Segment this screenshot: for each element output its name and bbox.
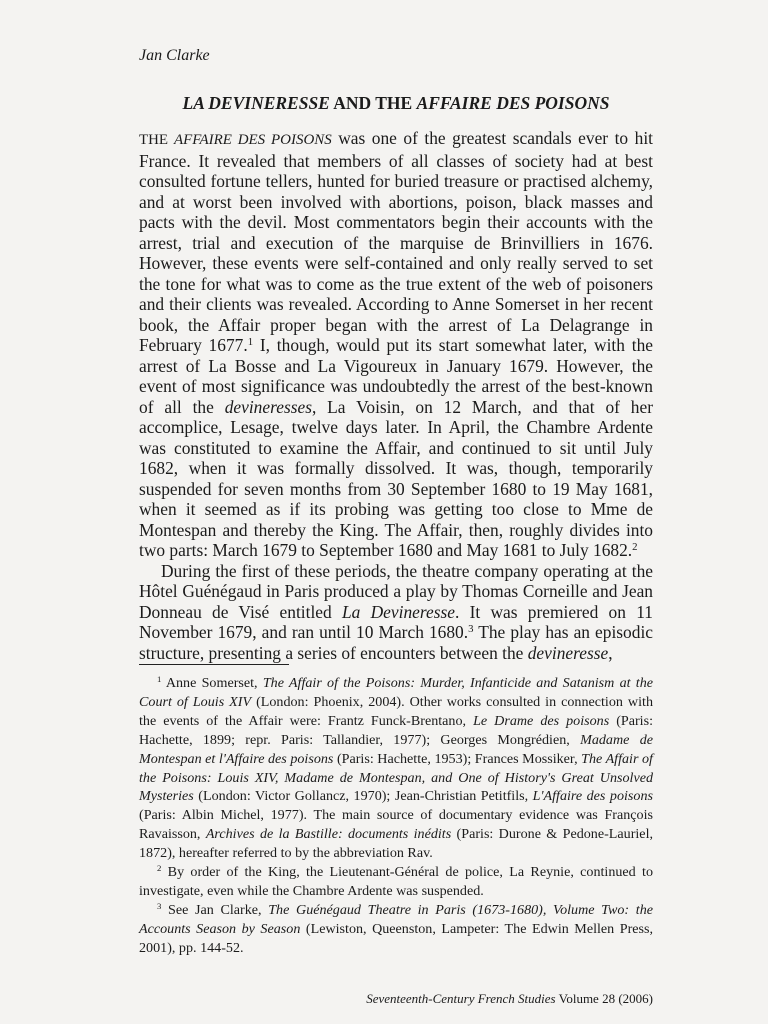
footnote-1-title-petitfils: L'Affaire des poisons: [532, 788, 653, 805]
footnote-1-title-funck: Le Drame des poisons: [473, 712, 610, 729]
footnote-1-text: (Paris: Albin Michel, 1977). The main source of documentary evidence was François Ravaisson,: [139, 807, 653, 843]
paragraph-2-play-title: La Devineresse: [341, 601, 455, 622]
paragraph-1-text-b: I, though, would put its start somewhat later, with the arrest of La Bosse and La Vigoureux in January 1679. However, the event of most significance was undoubtedly the arrest of the best-known of all the: [139, 335, 653, 417]
footnote-2-number: 2: [157, 863, 162, 874]
footnote-1-text: (Paris: Hachette, 1953); Frances Mossiker,: [333, 750, 582, 767]
paragraph-1-devineresses: devineresses: [224, 396, 312, 417]
footnote-1: [139, 674, 653, 863]
footnote-1-text: (London: Phoenix, 2004). Other works consulted in connection with the events of the Affair were: Frantz Funck-Brentano,: [139, 693, 653, 729]
footnote-3-title-clarke: The Guénégaud Theatre in Paris (1673-1680), Volume Two: the Accounts Season by Season: [139, 901, 653, 937]
footnote-2: [139, 863, 653, 901]
title-connector: AND THE: [329, 93, 417, 113]
article-body: [139, 128, 653, 663]
footnote-3-text: See Jan Clarke,: [161, 901, 269, 918]
paragraph-2-text-d: ,: [608, 642, 613, 663]
footnote-1-title-mongredien: Madame de Montespan et l'Affaire des poisons: [139, 731, 653, 767]
footnote-2-text: By order of the King, the Lieutenant-Général de police, La Reynie, continued to investigate, even while the Chambre Ardente was suspended.: [139, 864, 653, 899]
paragraph-1-text-c: , La Voisin, on 12 March, and that of her accomplice, Lesage, twelve days later. In April, the Chambre Ardente was constituted to examine the Affair, and continued to sit until July 1682, when it was formally dissolved. It was, though, temporarily suspended for seven months from 30 September 1680 to 19 May 1681, when it seemed as if its probing was getting too close to Mme de Montespan and thereby the King. The Affair, then, roughly divides into two parts: March 1679 to September 1680 and May 1681 to July 1682.: [139, 396, 653, 560]
footnote-3: [139, 901, 653, 958]
paragraph-2-text-a: During the first of these periods, the theatre company operating at the Hôtel Guénégaud in Paris produced a play by Thomas Corneille and Jean Donneau de Visé entitled: [139, 560, 653, 622]
footnote-ref-2[interactable]: 2: [632, 541, 638, 554]
paragraph-1-affair-name: AFFAIRE DES POISONS: [173, 132, 332, 148]
footnote-1-text: (Paris: Hachette, 1899; repr. Paris: Tallandier, 1977); Georges Mongrédien,: [139, 712, 653, 748]
running-head-author: Jan Clarke: [139, 47, 210, 64]
title-play-name: LA DEVINERESSE: [182, 93, 330, 113]
footnotes-section: [139, 674, 653, 958]
footnote-divider: [139, 664, 289, 665]
paragraph-2-text-b: . It was premiered on 11 November 1679, and ran until 10 March 1680.: [139, 601, 653, 642]
page-footer: [366, 991, 653, 1007]
footnote-1-text: (Paris: Durone & Pedone-Lauriel, 1872), hereafter referred to by the abbreviation Rav.: [139, 826, 654, 862]
paragraph-2-text-c: The play has an episodic structure, presenting a series of encounters between the: [139, 622, 653, 663]
footnote-1-text: Anne Somerset,: [161, 675, 263, 691]
footnote-1-text: (London: Victor Gollancz, 1970); Jean-Christian Petitfils,: [193, 788, 533, 805]
footnote-ref-3[interactable]: 3: [468, 623, 474, 636]
paragraph-1-lead-in: THE: [139, 132, 174, 148]
title-affair-name: AFFAIRE DES POISONS: [416, 93, 610, 113]
paragraph-1: [139, 128, 653, 561]
article-title: [139, 92, 653, 114]
paragraph-1-text-a: was one of the greatest scandals ever to hit France. It revealed that members of all classes of society had at best consulted fortune tellers, hunted for buried treasure or practised alchemy, and at worst been involved with abortions, poison, black masses and pacts with the devil. Most commentators begin their accounts with the arrest, trial and execution of the marquise de Brinvilliers in 1676. However, these events were self-contained and only really served to set the tone for what was to come as the true extent of the web of poisoners and their clients was revealed. According to Anne Somerset in her recent book, the Affair proper began with the arrest of La Delagrange in February 1677.: [139, 128, 653, 355]
footnote-3-number: 3: [157, 901, 162, 912]
footnote-ref-1[interactable]: 1: [247, 336, 254, 349]
paragraph-2-devineresse: devineresse: [527, 642, 609, 663]
footnote-1-title-somerset: The Affair of the Poisons: Murder, Infanticide and Satanism at the Court of Louis XIV: [139, 675, 653, 710]
footnote-1-title-ravaisson: Archives de la Bastille: documents inédits: [205, 826, 452, 843]
paragraph-2: [139, 561, 653, 664]
footnote-1-title-mossiker: The Affair of the Poisons: Louis XIV, Madame de Montespan, and One of History's Great Unsolved Mysteries: [139, 750, 653, 805]
footnote-3-text: (Lewiston, Queenston, Lampeter: The Edwin Mellen Press, 2001), pp. 144-52.: [139, 920, 654, 956]
footer-journal-title: Seventeenth-Century French Studies: [366, 991, 556, 1006]
footer-volume: Volume 28 (2006): [555, 991, 653, 1006]
footnote-1-number: 1: [157, 674, 162, 685]
